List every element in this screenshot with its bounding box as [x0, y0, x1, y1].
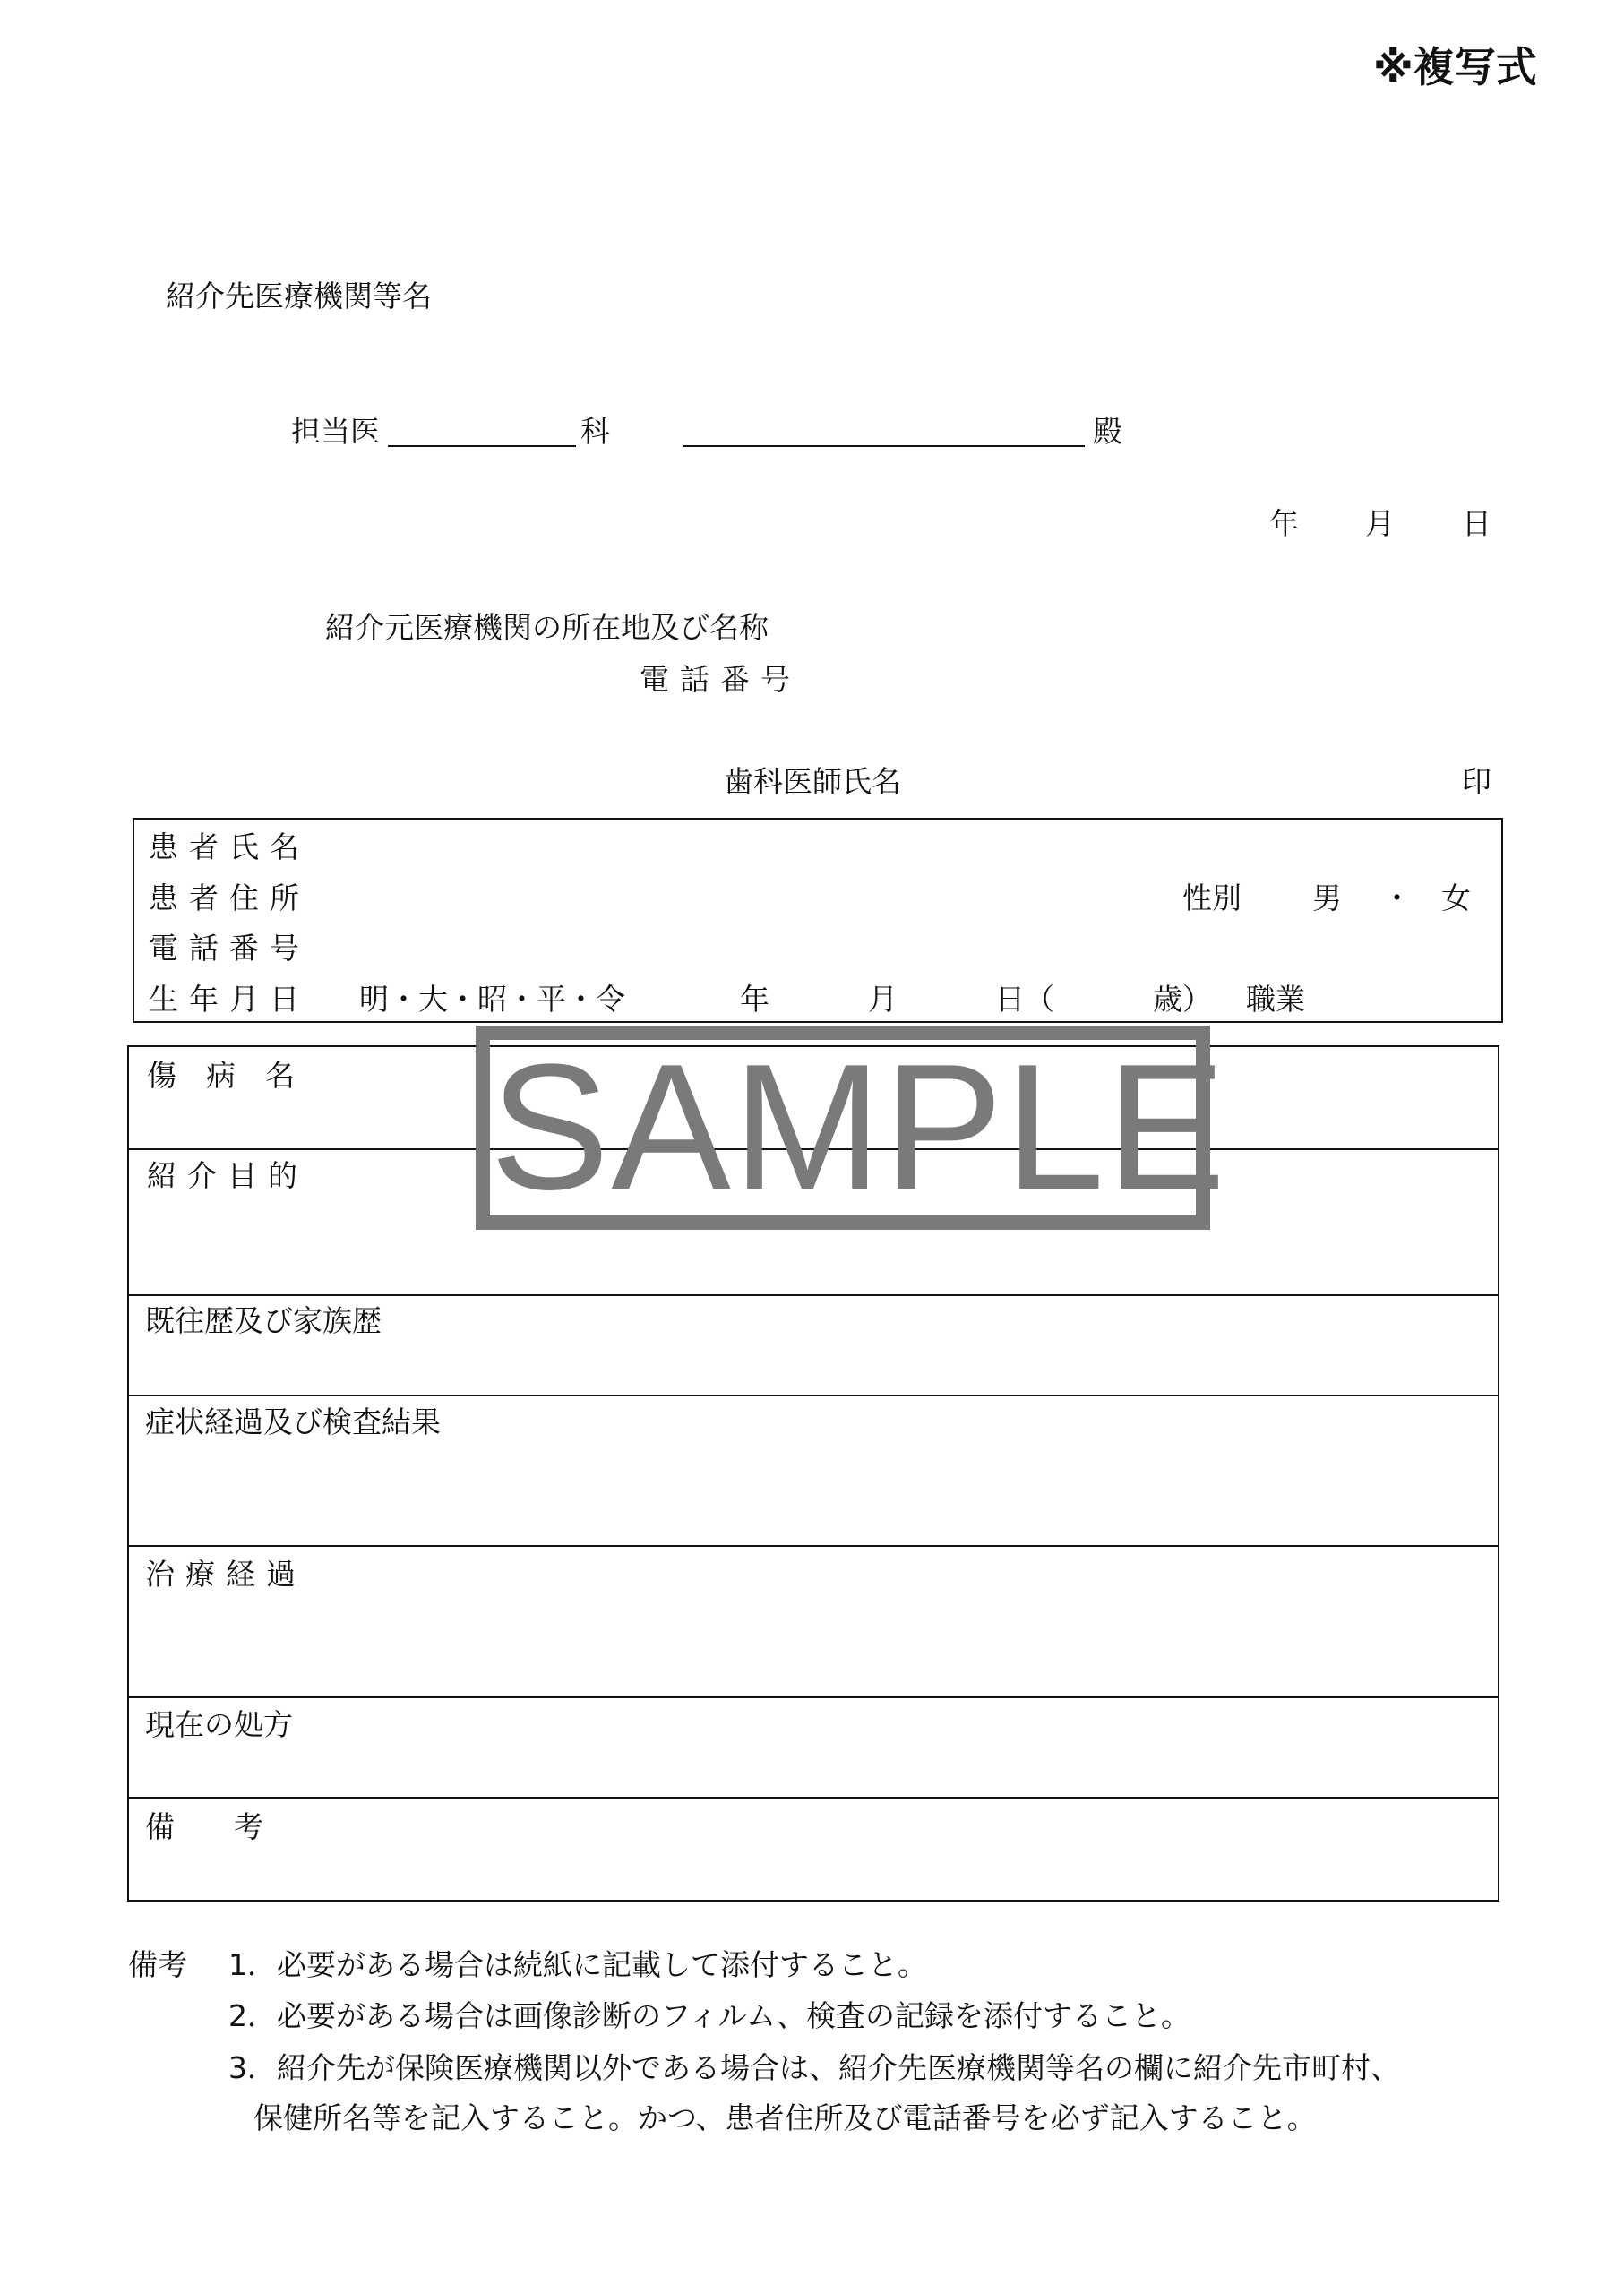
dentist-name-label: 歯科医師氏名: [724, 764, 901, 799]
date-year: 年: [1269, 506, 1299, 541]
section-remarks-label: 備 考: [145, 1809, 263, 1844]
era-options[interactable]: 明・大・昭・平・令: [359, 982, 625, 1017]
date-month: 月: [1365, 506, 1395, 541]
birth-month-label: 月: [868, 982, 898, 1017]
source-institution-label: 紹介元医療機関の所在地及び名称: [325, 610, 769, 645]
honorific-label: 殿: [1093, 414, 1122, 449]
doctor-name-field[interactable]: [683, 445, 1085, 447]
patient-address-label: 患者住所: [149, 880, 310, 915]
section-symptoms-label: 症状経過及び検査結果: [145, 1404, 441, 1439]
sex-female-option[interactable]: 女: [1441, 880, 1471, 915]
doctor-label: 担当医: [291, 414, 380, 449]
sex-separator: ・: [1382, 880, 1412, 915]
department-field[interactable]: [388, 445, 576, 447]
note-item: 2．必要がある場合は画像診断のフィルム、検査の記録を添付すること。: [228, 1998, 1191, 2033]
sex-label: 性別: [1182, 880, 1242, 915]
section-diagnosis-label: 傷 病 名: [147, 1058, 295, 1093]
note-item: 3．紹介先が保険医療機関以外である場合は、紹介先医療機関等名の欄に紹介先市町村、: [228, 2050, 1400, 2085]
age-label: 歳）: [1153, 982, 1212, 1017]
section-purpose-label: 紹介目的: [147, 1158, 308, 1193]
sex-male-option[interactable]: 男: [1312, 880, 1342, 915]
divider: [129, 1545, 1498, 1547]
department-label: 科: [580, 414, 610, 449]
patient-name-label: 患者氏名: [149, 829, 310, 864]
seal-label: 印: [1462, 764, 1491, 799]
dest-institution-label: 紹介先医療機関等名: [166, 279, 432, 313]
divider: [129, 1696, 1498, 1698]
divider: [129, 1395, 1498, 1396]
section-history-label: 既往歴及び家族歴: [145, 1303, 382, 1338]
sample-watermark: SAMPLE: [476, 1026, 1210, 1230]
phone-label: 電話番号: [640, 662, 801, 697]
note-item: 保健所名等を記入すること。かつ、患者住所及び電話番号を必ず記入すること。: [253, 2100, 1317, 2135]
patient-info-box: [133, 818, 1503, 1023]
note-item: 1．必要がある場合は続紙に記載して添付すること。: [228, 1947, 927, 1982]
birth-date-label: 生年月日: [149, 982, 310, 1017]
section-treatment-label: 治療経過: [145, 1557, 306, 1592]
notes-label: 備考: [128, 1947, 187, 1982]
birth-year-label: 年: [740, 982, 769, 1017]
date-day: 日: [1462, 506, 1491, 541]
divider: [129, 1797, 1498, 1799]
section-prescription-label: 現在の処方: [145, 1707, 293, 1742]
divider: [129, 1294, 1498, 1296]
patient-phone-label: 電話番号: [149, 931, 310, 966]
copy-type-label: ※複写式: [1373, 43, 1537, 91]
birth-day-label: 日（: [995, 982, 1054, 1017]
occupation-label: 職業: [1246, 982, 1305, 1017]
